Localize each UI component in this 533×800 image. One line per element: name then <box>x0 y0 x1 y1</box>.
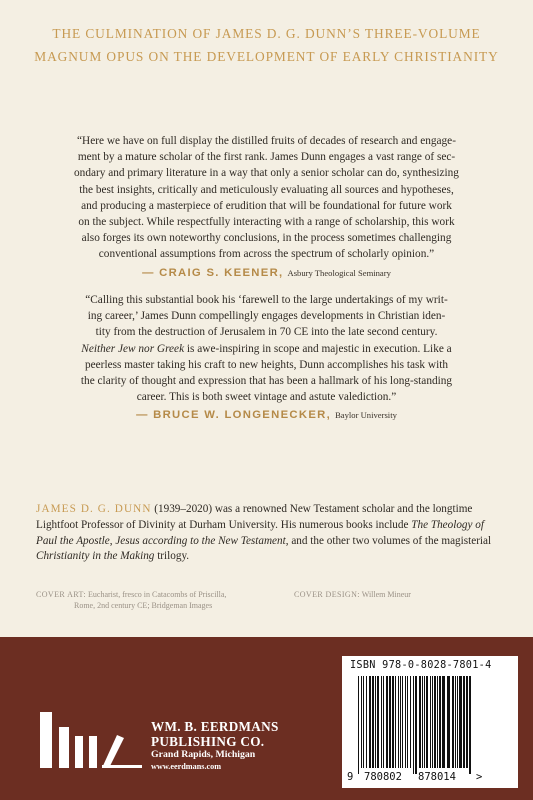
endorsement-keener <box>60 133 473 281</box>
barcode-bar <box>455 676 456 768</box>
barcode-bar <box>375 676 376 768</box>
barcode-bar <box>426 676 428 768</box>
barcode-trail-mark: > <box>476 771 483 783</box>
author-name: JAMES D. G. DUNN <box>36 503 152 515</box>
publisher-name-line-2: PUBLISHING CO. <box>151 734 265 749</box>
barcode-bar <box>459 676 462 768</box>
endorsement-attribution <box>60 265 473 281</box>
cover-art-credit <box>36 590 266 611</box>
barcode-bar <box>447 676 450 768</box>
barcode-bar <box>424 676 425 768</box>
quote-line: ondary and primary literature in a way that only a senior scholar can do, synthesizing <box>74 167 459 180</box>
quote-line: also forges its own noteworthy conclusions, in the process sometimes challenging <box>81 232 452 245</box>
barcode-bar <box>413 676 414 774</box>
barcode-bar <box>457 676 458 768</box>
barcode-left-digits: 780802 <box>364 771 402 783</box>
barcode-right-digits: 878014 <box>418 771 456 783</box>
credit-text: Eucharist, fresco in Catacombs of Priscilla, <box>86 590 227 599</box>
barcode-bar <box>422 676 423 768</box>
credit-text: Willem Mineur <box>359 590 411 599</box>
author-bio <box>36 502 498 565</box>
headline-line-1: THE CULMINATION OF JAMES D. G. DUNN’S THREE-VOLUME <box>52 26 481 41</box>
barcode-bar <box>392 676 394 768</box>
barcode-bar <box>430 676 431 768</box>
quote-line <box>60 341 473 357</box>
book-title: Christianity in the Making <box>36 550 155 563</box>
bio-text: trilogy. <box>154 550 190 563</box>
barcode-bar <box>366 676 367 768</box>
barcode-bar <box>407 676 408 768</box>
publisher-url: www.eerdmans.com <box>151 762 222 771</box>
quote-line: the clarity of thought and expression that has been a hallmark of his long-standing <box>80 375 453 388</box>
book-title: Jesus according to the New Testament <box>115 534 286 547</box>
barcode-bar <box>437 676 438 768</box>
headline-line-2: MAGNUM OPUS ON THE DEVELOPMENT OF EARLY CHRISTIANITY <box>34 49 499 64</box>
bio-text: (1939–2020) was a renowned New Testament scholar and the longtime Lightfoot Professor of Divinity at Durham University. His numerous books include <box>36 503 473 531</box>
barcode-bar <box>377 676 379 768</box>
publisher-imprint <box>151 719 279 773</box>
barcode-bar <box>410 676 411 768</box>
endorsement-longenecker <box>60 292 473 424</box>
barcode-bar <box>400 676 401 768</box>
quote-line: career. This is both sweet vintage and astute valediction.” <box>136 391 397 404</box>
quote-text: is awe-inspiring in scope and majestic in execution. Like a <box>184 342 452 355</box>
barcode-bar <box>372 676 374 768</box>
barcode-bar <box>434 676 436 768</box>
barcode-bar <box>469 676 471 774</box>
barcode-bar <box>463 676 465 768</box>
barcode-bar <box>402 676 403 768</box>
publisher-city: Grand Rapids, Michigan <box>151 749 256 760</box>
barcode-bar <box>466 676 468 768</box>
barcode <box>342 656 518 788</box>
barcode-bar <box>442 676 445 768</box>
endorsement-attribution <box>60 407 473 423</box>
barcode-bars <box>342 656 518 788</box>
quote-line: tity from the destruction of Jerusalem in 70 CE into the late second century. <box>95 326 438 339</box>
barcode-bar <box>432 676 433 768</box>
barcode-lead-digit: 9 <box>347 771 354 783</box>
barcode-bar <box>383 676 384 768</box>
bio-text: , <box>109 534 116 547</box>
barcode-bar <box>419 676 421 768</box>
credit-label: COVER DESIGN: <box>294 590 360 599</box>
credit-label: COVER ART: <box>36 590 87 599</box>
barcode-bar <box>386 676 388 768</box>
barcode-bar <box>395 676 396 768</box>
barcode-bar <box>381 676 382 768</box>
quote-line: “Calling this substantial book his ‘farewell to the large undertakings of my writ- <box>85 294 448 306</box>
eerdmans-logo-icon <box>40 712 144 768</box>
isbn-label: ISBN 978-0-8028-7801-4 <box>350 660 492 671</box>
headline <box>0 22 533 68</box>
barcode-bar <box>452 676 454 768</box>
quote-line: and producing a masterpiece of erudition that will be foundational for future work <box>81 199 452 212</box>
endorser-affiliation: Baylor University <box>335 410 397 421</box>
endorser-name: — CRAIG S. KEENER, <box>142 266 284 279</box>
cover-design-credit <box>294 590 411 601</box>
endorser-name: — BRUCE W. LONGENECKER, <box>136 409 332 422</box>
book-title: Neither Jew nor Greek <box>81 342 185 355</box>
barcode-bar <box>363 676 364 768</box>
endorser-affiliation: Asbury Theological Seminary <box>287 267 391 278</box>
barcode-bar <box>369 676 371 768</box>
barcode-bar <box>405 676 406 768</box>
barcode-bar <box>358 676 359 774</box>
quote-line: the best insights, critically and meticulously evaluating all sources and hypotheses, <box>79 183 454 196</box>
quote-line: peerless master taking his craft to new heights, Dunn accomplishes his task with <box>85 358 448 371</box>
credit-text: Rome, 2nd century CE; Bridgeman Images <box>74 600 213 610</box>
quote-line: ment by a mature scholar of the first rank. James Dunn engages a vast range of sec- <box>77 151 456 164</box>
barcode-bar <box>398 676 399 768</box>
book-title: The Theology of Paul the Apostle <box>36 518 484 547</box>
quote-line: “Here we have on full display the distilled fruits of decades of research and engage- <box>77 135 456 147</box>
barcode-bar <box>415 676 417 774</box>
barcode-bar <box>439 676 441 768</box>
quote-line: on the subject. While respectfully interacting with a range of scholarship, this work <box>78 216 455 229</box>
publisher-name: WM. B. EERDMANS <box>151 719 279 734</box>
quote-line: conventional assumptions from across the spectrum of scholarly opinion.” <box>98 248 435 261</box>
quote-line: ing career,’ James Dunn compellingly engages developments in Christian iden- <box>87 310 446 323</box>
barcode-bar <box>389 676 391 768</box>
bio-text: , and the other two volumes of the magisterial <box>285 534 492 547</box>
barcode-bar <box>361 676 362 768</box>
